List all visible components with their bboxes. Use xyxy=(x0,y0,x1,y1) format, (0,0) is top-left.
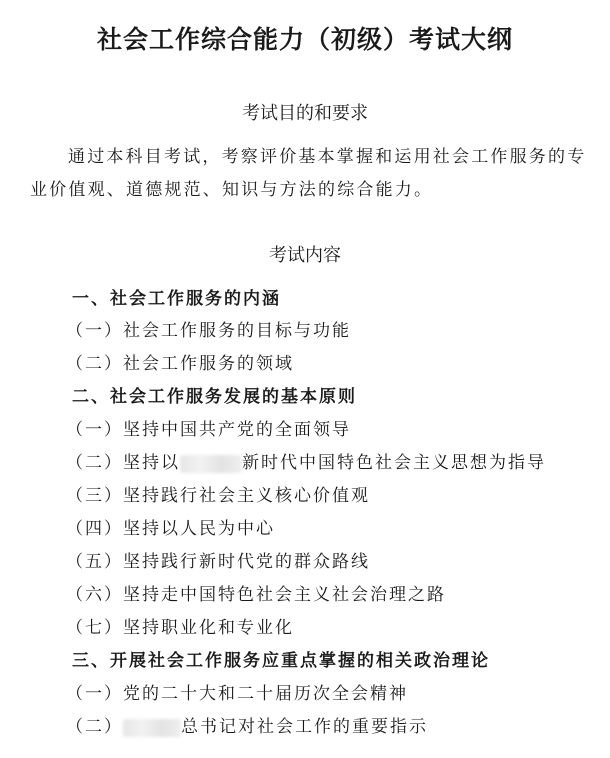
purpose-heading: 考试目的和要求 xyxy=(242,103,368,124)
document-title: 社会工作综合能力（初级）考试大纲 xyxy=(96,25,513,54)
purpose-paragraph: 通过本科目考试，考察评价基本掌握和运用社会工作服务的专业价值观、道德规范、知识与方法的综合能力。 xyxy=(30,147,587,200)
section-2-item-1: （一）坚持中国共产党的全面领导 xyxy=(66,420,351,440)
section-3-item-2 xyxy=(66,714,596,740)
section-1-item-2: （二）社会工作服务的领域 xyxy=(66,354,294,374)
section-2-item-4: （四）坚持以人民为中心 xyxy=(66,519,275,539)
section-2-item-6: （六）坚持走中国特色社会主义社会治理之路 xyxy=(66,585,446,605)
section-2-item-2 xyxy=(66,450,596,476)
content-heading: 考试内容 xyxy=(269,245,341,266)
section-2-item-2-before: （二）坚持以 xyxy=(66,453,180,473)
section-2-item-3: （三）坚持践行社会主义核心价值观 xyxy=(66,486,370,506)
section-1-item-1: （一）社会工作服务的目标与功能 xyxy=(66,321,351,341)
redacted-blur xyxy=(180,455,242,473)
redacted-blur xyxy=(123,719,181,737)
section-2-title: 二、社会工作服务发展的基本原则 xyxy=(72,387,357,407)
section-3-item-2-after: 总书记对社会工作的重要指示 xyxy=(181,717,428,737)
section-3-item-1: （一）党的二十大和二十届历次全会精神 xyxy=(66,684,408,704)
section-3-item-2-before: （二） xyxy=(66,717,123,737)
section-2-item-7: （七）坚持职业化和专业化 xyxy=(66,618,294,638)
section-2-item-5: （五）坚持践行新时代党的群众路线 xyxy=(66,552,370,572)
section-1-title: 一、社会工作服务的内涵 xyxy=(72,289,281,309)
section-2-item-2-after: 新时代中国特色社会主义思想为指导 xyxy=(242,453,546,473)
section-3-title: 三、开展社会工作服务应重点掌握的相关政治理论 xyxy=(72,651,490,671)
